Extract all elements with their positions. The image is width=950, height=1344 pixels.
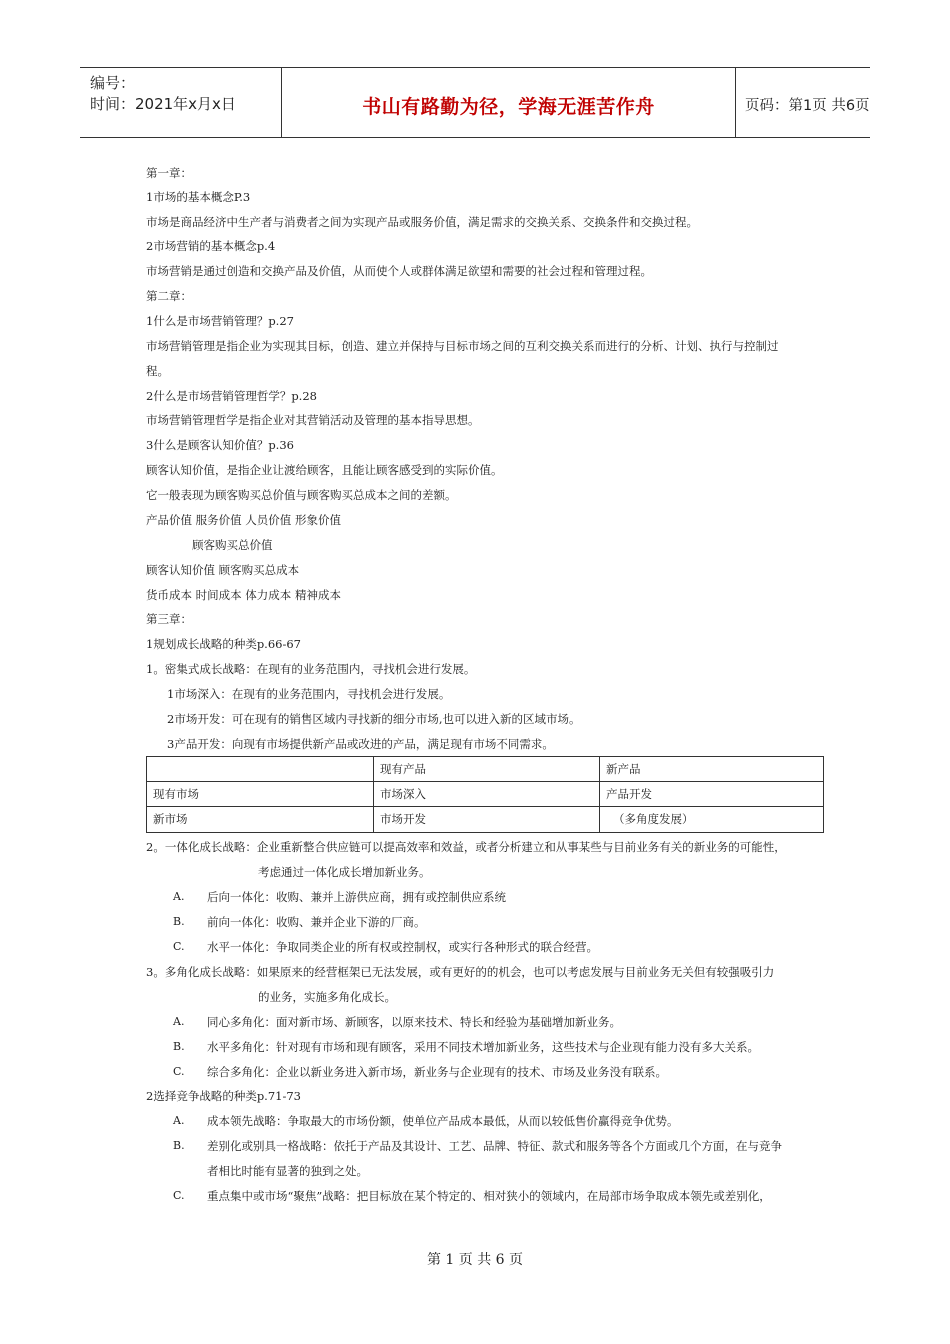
table-row (146, 756, 824, 782)
list-marker: B. (173, 1040, 185, 1053)
strategy-heading-continuation: 考虑通过一体化成长增加新业务。 (258, 865, 431, 879)
table-cell: 市场开发 (380, 812, 426, 826)
section-title: 2选择竞争战略的种类p.71-73 (146, 1089, 301, 1103)
list-marker: C. (173, 940, 185, 953)
list-marker: C. (173, 1065, 185, 1078)
chapter-heading: 第三章： (146, 612, 192, 626)
header-meta-cell (80, 68, 281, 137)
cost-components: 货币成本 时间成本 体力成本 精神成本 (146, 588, 341, 602)
list-item: 前向一体化：收购、兼并企业下游的厂商。 (207, 915, 426, 929)
header-motto: 书山有路勤为径，学海无涯苦作舟 (362, 96, 655, 118)
value-components: 产品价值 服务价值 人员价值 形象价值 (146, 513, 341, 527)
page-footer: 第 1 页 共 6 页 (426, 1252, 524, 1268)
section-title: 2市场营销的基本概念p.4 (146, 239, 276, 253)
paragraph: 市场营销管理是指企业为实现其目标，创造、建立并保持与目标市场之间的互利交换关系而进行的分析、计划、执行与控制过 (146, 339, 779, 353)
strategy-heading: 3。多角化成长战略：如果原来的经营框架已无法发展，或有更好的的机会，也可以考虑发展与目前业务无关但有较强吸引力 (146, 965, 775, 979)
paragraph: 市场是商品经济中生产者与消费者之间为实现产品或服务价值，满足需求的交换关系、交换条件和交换过程。 (146, 215, 698, 229)
table-cell: 新产品 (606, 762, 641, 776)
paragraph: 市场营销是通过创造和交换产品及价值，从而使个人或群体满足欲望和需要的社会过程和管理过程。 (146, 264, 652, 278)
list-item: 2市场开发：可在现有的销售区域内寻找新的细分市场,也可以进入新的区域市场。 (167, 712, 581, 726)
list-item: 后向一体化：收购、兼并上游供应商，拥有或控制供应系统 (207, 890, 506, 904)
table-cell: （多角度发展） (613, 812, 694, 826)
table-border (146, 756, 147, 832)
list-marker: A. (173, 1114, 185, 1127)
list-marker: A. (173, 1015, 185, 1028)
list-item: 差别化或别具一格战略：依托于产品及其设计、工艺、品牌、特征、款式和服务等各个方面或几个方面，在与竞争 (207, 1139, 782, 1153)
table-row (146, 781, 824, 807)
chapter-heading: 第一章： (146, 166, 192, 180)
document-time-label: 时间：2021年x月x日 (90, 95, 236, 113)
list-item: 同心多角化：面对新市场、新顾客，以原来技术、特长和经验为基础增加新业务。 (207, 1015, 621, 1029)
section-title: 2什么是市场营销管理哲学？p.28 (146, 389, 317, 403)
list-item-continuation: 者相比时能有显著的独到之处。 (207, 1164, 368, 1178)
paragraph: 市场营销管理哲学是指企业对其营销活动及管理的基本指导思想。 (146, 413, 480, 427)
table-border (599, 756, 600, 832)
list-marker: B. (173, 1139, 185, 1152)
header-page-number: 页码：第1页 共6页 (745, 98, 870, 114)
list-marker: A. (173, 890, 185, 903)
list-item: 1市场深入：在现有的业务范围内，寻找机会进行发展。 (167, 687, 451, 701)
list-item: 综合多角化：企业以新业务进入新市场，新业务与企业现有的技术、市场及业务没有联系。 (207, 1065, 667, 1079)
strategy-heading-continuation: 的业务，实施多角化成长。 (258, 990, 396, 1004)
perceived-value-formula: 顾客认知价值 顾客购买总成本 (146, 563, 300, 577)
list-item: 成本领先战略：争取最大的市场份额，使单位产品成本最低，从而以较低售价赢得竞争优势。 (207, 1114, 679, 1128)
growth-matrix-table (146, 756, 824, 832)
header-motto-cell (281, 68, 736, 137)
list-marker: B. (173, 915, 185, 928)
chapter-heading: 第二章： (146, 289, 192, 303)
table-cell: 现有产品 (380, 762, 426, 776)
table-cell: 新市场 (153, 812, 188, 826)
strategy-heading: 1。密集式成长战略：在现有的业务范围内，寻找机会进行发展。 (146, 662, 476, 676)
list-marker: C. (173, 1189, 185, 1202)
list-item: 3产品开发：向现有市场提供新产品或改进的产品，满足现有市场不同需求。 (167, 737, 554, 751)
document-number-label: 编号： (90, 74, 136, 92)
table-cell: 市场深入 (380, 787, 426, 801)
header-page-cell (735, 68, 870, 137)
paragraph: 它一般表现为顾客购买总价值与顾客购买总成本之间的差额。 (146, 488, 457, 502)
list-item: 水平多角化：针对现有市场和现有顾客，采用不同技术增加新业务，这些技术与企业现有能力没有多大关系。 (207, 1040, 759, 1054)
strategy-heading: 2。一体化成长战略：企业重新整合供应链可以提高效率和效益，或者分析建立和从事某些与目前业务有关的新业务的可能性， (146, 840, 786, 854)
section-title: 3什么是顾客认知价值？p.36 (146, 438, 294, 452)
paragraph-continuation: 程。 (146, 364, 169, 378)
table-row (146, 806, 824, 833)
section-title: 1什么是市场营销管理？p.27 (146, 314, 294, 328)
section-title: 1规划成长战略的种类p.66-67 (146, 637, 301, 651)
list-item: 水平一体化：争取同类企业的所有权或控制权，或实行各种形式的联合经营。 (207, 940, 598, 954)
table-cell (146, 757, 373, 782)
page-header (80, 67, 870, 138)
total-customer-value: 顾客购买总价值 (192, 538, 273, 552)
paragraph: 顾客认知价值，是指企业让渡给顾客，且能让顾客感受到的实际价值。 (146, 463, 503, 477)
table-border (373, 756, 374, 832)
table-border (823, 756, 824, 832)
list-item: 重点集中或市场“聚焦”战略：把目标放在某个特定的、相对狭小的领域内，在局部市场争取成本领先或差别化， (207, 1189, 771, 1203)
section-title: 1市场的基本概念P.3 (146, 190, 251, 204)
table-cell: 现有市场 (153, 787, 199, 801)
table-cell: 产品开发 (606, 787, 652, 801)
